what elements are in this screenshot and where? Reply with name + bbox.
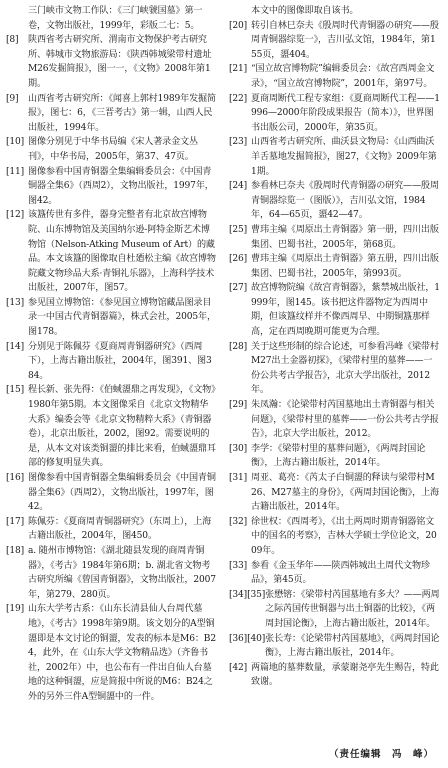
footnote-number: [36][40] (229, 633, 266, 644)
footnote-number: [21] (229, 64, 248, 75)
footnote-text: 李学：《梁带村里的墓葬问题》，《两周封国论衡》，上海古籍出版社，2014年。 (251, 443, 426, 469)
note-continuation: 本文中的图像即取自该书。 (251, 6, 359, 16)
footnote-entry (6, 515, 217, 544)
footnote-entry (229, 92, 440, 136)
footnote-number: [10] (6, 137, 25, 148)
footnote-entry (229, 442, 440, 471)
footnote-text: “国立故宫博物院”编辑委员会：《故宫西周金文录》，“国立故宫博物院”，2001年，第97号。 (251, 64, 435, 89)
footnote-number: [12] (6, 210, 25, 221)
footnote-text: a. 随州市博物馆：《湖北随县发现的商周青铜器》，《考古》1984年第6期；b. 湖北省文物考古研究所编《曾国青铜器》，文物出版社，2007年，第279、280页。 (28, 545, 216, 600)
footnote-text: 徐世权：《西周考》，《出土两周时期青铜器铭文中的国名的考察》，吉林大学硕士学位论文，2009年。 (251, 516, 437, 556)
footnote-number: [11] (6, 166, 25, 177)
footnote-entry (229, 398, 440, 442)
footnote-text: 山东大学考古系：《山东长清县仙人台周代墓地》，《考古》1998年第9期。该文划分的A型铜盨即是本文讨论的铜盨，发表的标本是M6：B24，此外，在《山东大学文物精品选》（齐鲁书社，2002年）中，也公布有一件出自仙人台墓地的这种铜盨，应是简报中所说的M6：B24之外的另外三件A型铜盨中的一件。 (28, 604, 216, 702)
right-column (229, 4, 440, 768)
footnote-text: 关于这些形制的综合论述，可参看冯峰《梁带村M27出土金器初探》，《梁带村里的墓葬——一份公共考古学报告》，北京大学出版社，2012年。 (251, 341, 439, 396)
footnote-entry (6, 471, 217, 515)
footnote-text: 两篇地的墓葬数量，承蒙谢尧亭先生赐告，特此致谢。 (251, 662, 439, 688)
footnote-entry (6, 135, 217, 164)
footnote-text: 故宫博物院编《故宫青铜器》，紫禁城出版社，1999年，图145。该书把这件器物定为西周中期，但该簋纹样并不像西周早、中期铜簋那样高，定在西周晚期可能更为合理。 (251, 283, 440, 338)
footnote-entry (229, 661, 440, 690)
footnote-number: [14] (6, 341, 25, 352)
footnote-text: 夏商周断代工程专家组：《夏商周断代工程——1996—2000年阶段成果报告（简本）》，世界图书出版公司，2000年，第35页。 (251, 93, 440, 133)
footnote-text: 分别见于陈佩芬《夏商周青铜器研究》（西周下），上海古籍出版社，2004年，图391、图384。 (28, 341, 212, 381)
footnote-entry (229, 515, 440, 559)
footnote-entry (229, 223, 440, 252)
footnote-entry (6, 92, 217, 136)
footnote-text: 陕西省考古研究所、渭南市文物保护考古研究所、韩城市文物旅游局：《陕西韩城梁带村遗址M26发掘简报》，图一一，《文物》2008年第1期。 (28, 35, 212, 89)
footnote-number: [28] (229, 341, 248, 352)
footnote-text: 参看《金玉华年——陕西韩城出土周代文物珍品》，第45页。 (251, 560, 430, 586)
footnote-text: 朱凤瀚：《论梁带村芮国墓地出土青铜器与相关问题》，《梁带村里的墓葬——一份公共考古学报告》，北京大学出版社，2012。 (251, 400, 439, 440)
footnote-entry (229, 340, 440, 398)
footnote-text: 转引自林巳奈夫《殷周时代青铜器の研究——殷周青铜器综览一》，吉川弘文馆，1984年，第155页，盨404。 (251, 20, 439, 60)
footnote-number: [31] (229, 473, 248, 483)
footnote-entry (229, 588, 440, 632)
footnote-number: [13] (6, 297, 25, 308)
footnote-entry (6, 165, 217, 209)
footnote-text: 图像参看中国青铜器全集编辑委员会：《中国青铜器全集6》（西周2），文物出版社，1997年，图42。 (28, 166, 214, 206)
footnote-entry (229, 559, 440, 588)
footnote-text: 程长新、张先得：《伯蜮盨鼎之再发现》，《文物》1980年第5期。本文图像采自《北京文物精华大系》编委会等《北京文物精粹大系》（青铜器卷），北京出版社，2002，图92。需要说明的是，从本文对该类铜盨的排比来看，伯蜮盨鼎耳部的修复明显失真。 (28, 385, 216, 469)
footnote-entry (6, 296, 217, 340)
footnote-entry (229, 19, 440, 63)
footnote-number: [29] (229, 400, 248, 411)
footnote-number: [23] (229, 137, 248, 148)
footnote-entry (229, 62, 440, 91)
footnote-number: [9] (6, 93, 19, 104)
footnote-number: [42] (229, 662, 248, 673)
footnote-text: 该簋传世有多件，器身完整者有北京故宫博物院、山东博物馆及美国纳尔逊-阿特金斯艺术博物馆（Nelson-Atking Museum of Art）的藏品。本文该簋的图像取自杜廼松主编《故宫博物院藏文物珍品大系·青铜礼乐器》，上海科学技术出版社，2007年，图57。 (28, 210, 216, 294)
footnote-number: [15] (6, 385, 25, 396)
footnote-text: 曹玮主编《周原出土青铜器》第五册，四川出版集团、巴蜀书社，2005年，第993页。 (251, 254, 439, 279)
footnote-entry (229, 281, 440, 339)
footnote-text: 图像分别见于中华书局编《宋人著录金文丛刊》，中华书局，2005年，第37、47页。 (28, 137, 198, 162)
footnote-entry (229, 252, 440, 281)
footnote-number: [32] (229, 516, 248, 527)
footnote-number: [22] (229, 93, 248, 104)
footnote-entry (6, 33, 217, 91)
footnote-entry (6, 208, 217, 296)
footnote-entry (229, 471, 440, 515)
footnote-text: 曹玮主编《周原出土青铜器》第一册，四川出版集团、巴蜀书社，2005年，第68页。 (251, 224, 439, 250)
footnote-entry (229, 632, 440, 661)
footnote-number: [8] (6, 35, 19, 46)
footnote-entry (6, 340, 217, 384)
footnote-text: 图像参看中国青铜器全集编辑委员会《中国青铜器全集6》（西周2），文物出版社，1997年，图42。 (28, 473, 216, 513)
footnote-number: [34][35] (229, 589, 266, 600)
footnote-text: 参看林巳奈夫《殷周时代青铜器の研究——殷周青铜器综览一（图版）》，吉川弘文馆，1984年，64—65页，盨42—47。 (251, 181, 439, 221)
footnote-text: 张长寿：《论梁带村芮国墓地》，《两周封国论衡》，上海古籍出版社，2014年。 (265, 633, 440, 659)
note-continuation: 三门峡市文物工作队：《三门峡虢国墓》第一卷，文物出版社，1999年，彩版二七：5。 (28, 6, 203, 31)
footnote-number: [19] (6, 604, 25, 615)
footnote-number: [27] (229, 283, 248, 294)
footnote-text: 参见国立博物馆：《参见国立博物馆藏品图录目录一中国古代青铜器篇》，株式会社，2005年，图178。 (28, 297, 216, 338)
footnote-entry (6, 383, 217, 471)
footnote-text: 山西省考古研究所、曲沃县文物局：《山西曲沃羊舌墓地发掘简报》，图27，《文物》2009年第1期。 (251, 137, 437, 177)
footnote-number: [17] (6, 516, 25, 527)
footnote-entry (6, 602, 217, 704)
footnote-text: 陈佩芬：《夏商周青铜器研究》（东周上），上海古籍出版社，2004年，图450。 (28, 516, 212, 542)
footnote-number: [33] (229, 560, 248, 571)
footnote-number: [18] (6, 545, 25, 556)
footnote-number: [20] (229, 20, 248, 31)
footnote-entry (229, 179, 440, 223)
editor-credit: （责任编辑 冯 峰） (328, 749, 434, 760)
footnote-number: [16] (6, 473, 25, 483)
footnote-text: 张懋镕：《梁带村芮国墓地有多大？——两周之际芮国传世铜器与出土铜器的比较》，《两周封国论衡》，上海古籍出版社，2014年。 (265, 589, 440, 629)
footnote-text: 周亚、葛亮：《芮太子白铜盨的释读与梁带村M26、M27墓主的身份》，《两周封国论衡》，上海古籍出版社，2014年。 (251, 473, 439, 513)
left-column (6, 4, 217, 768)
footnote-number: [26] (229, 254, 248, 265)
footnote-number: [30] (229, 443, 248, 454)
footnote-text: 山西省考古研究所：《闻喜上郭村1989年发掘简报》，图七：6，《三晋考古》第一辑，山西人民出版社，1994年。 (28, 93, 216, 133)
footnote-number: [24] (229, 181, 248, 192)
footnote-entry (6, 544, 217, 602)
footnote-number: [25] (229, 224, 248, 235)
footnote-entry (229, 135, 440, 179)
